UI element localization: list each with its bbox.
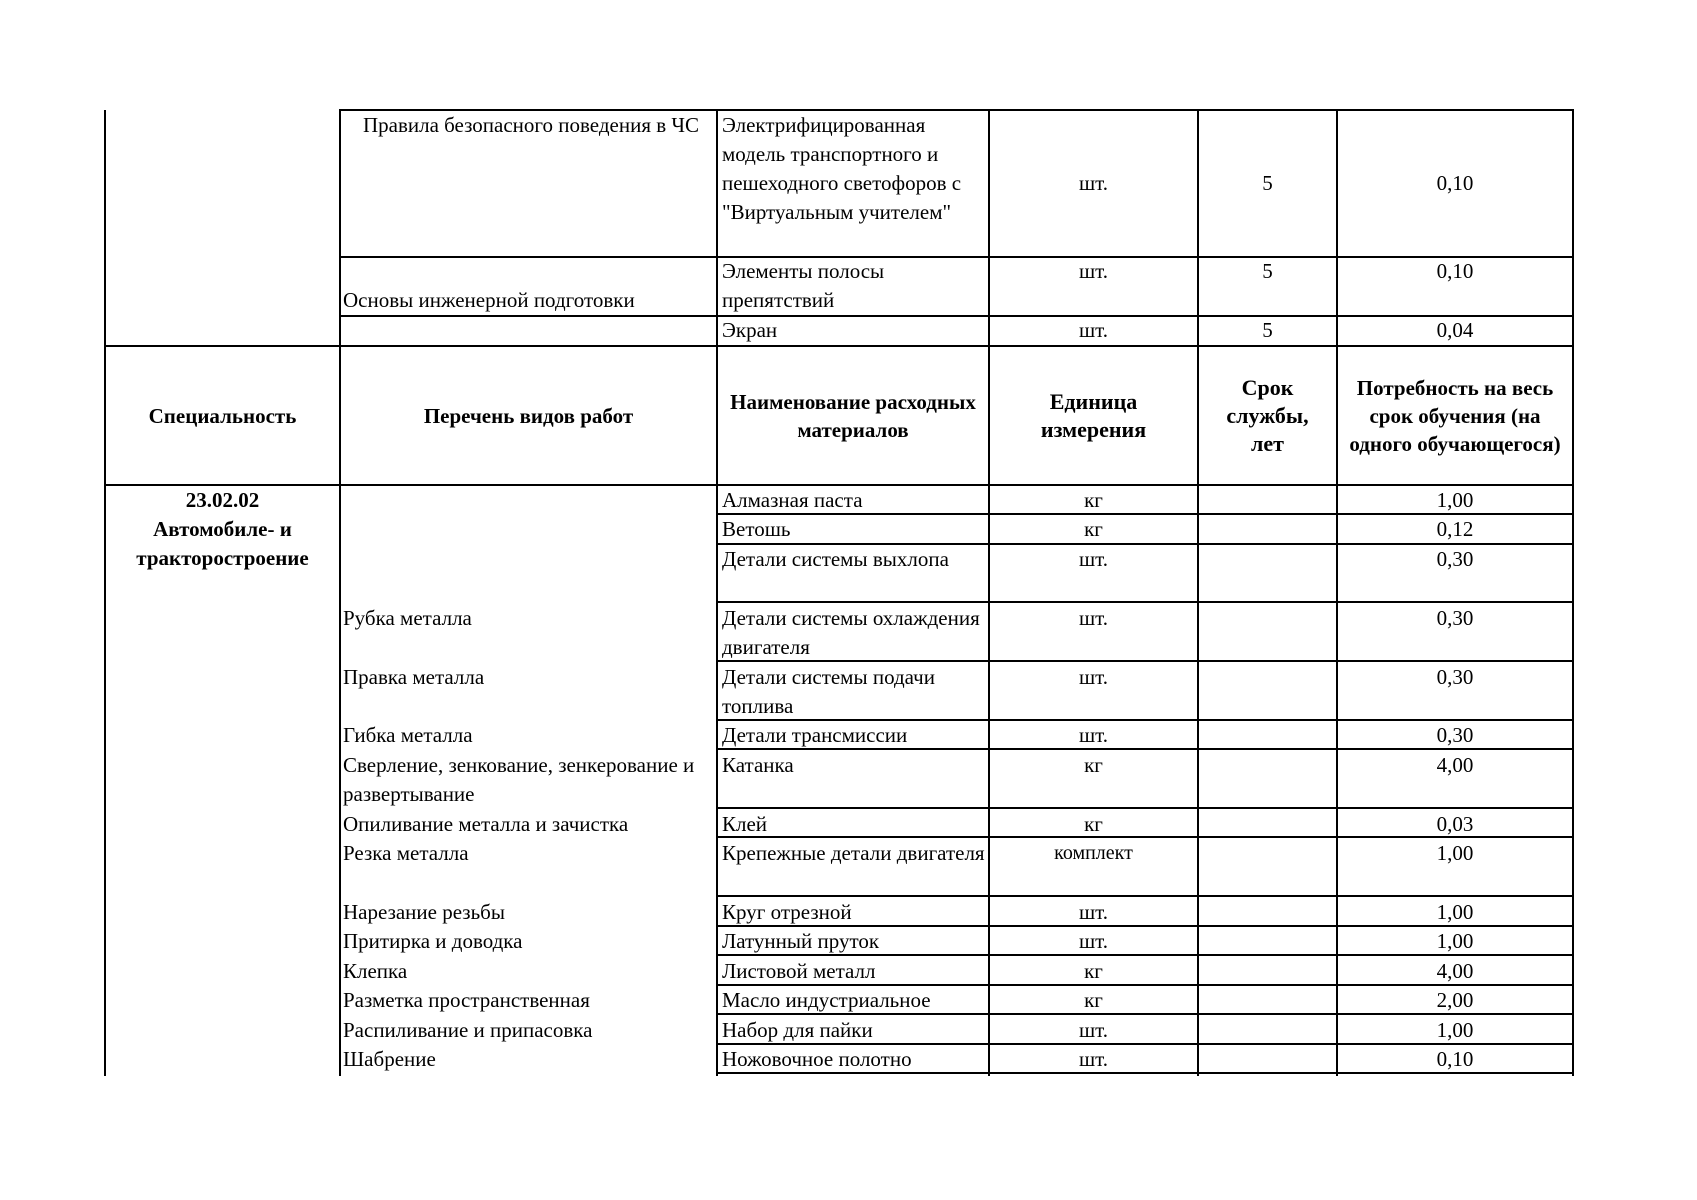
unit-cell: шт. [1078, 1047, 1109, 1071]
need-cell: 1,00 [1436, 488, 1474, 512]
need-cell: 4,00 [1436, 753, 1474, 777]
list-item: Правка металла [343, 665, 485, 689]
unit-cell: шт. [1078, 547, 1109, 571]
need-cell: 0,03 [1436, 812, 1474, 836]
unit-cell: кг [1084, 959, 1103, 983]
list-item: Гибка металла [343, 723, 473, 747]
need-cell: 2,00 [1436, 988, 1474, 1012]
unit-cell: кг [1084, 517, 1103, 541]
material-cell: Латунный пруток [722, 929, 880, 953]
material-cell: Крепежные детали двигателя [722, 841, 985, 865]
need-cell: 4,00 [1436, 959, 1474, 983]
header-life: Срок службы, лет [1226, 374, 1309, 456]
header-need: Потребность на весь срок обучения (на одного обучающегося) [1349, 375, 1561, 456]
material-cell: Элементы полосы препятствий [722, 259, 885, 312]
need-cell: 0,12 [1436, 517, 1474, 541]
material-cell: Листовой металл [722, 959, 876, 983]
header-material: Наименование расходных материалов [730, 389, 976, 442]
list-item: Распиливание и припасовка [343, 1018, 593, 1042]
unit-cell: шт. [1078, 1018, 1109, 1042]
unit-cell: шт. [1078, 318, 1109, 342]
header-works: Перечень видов работ [423, 403, 634, 428]
need-cell: 0,10 [1436, 171, 1474, 195]
material-cell: Катанка [722, 753, 794, 777]
unit-cell: кг [1084, 488, 1103, 512]
list-item: Клепка [343, 959, 408, 983]
list-item: Рубка металла [343, 606, 472, 630]
unit-cell: шт. [1078, 665, 1109, 689]
need-cell: 0,30 [1436, 665, 1474, 689]
need-cell: 0,10 [1436, 259, 1474, 283]
unit-cell: шт. [1078, 929, 1109, 953]
material-cell: Ветошь [722, 517, 791, 541]
list-item: Нарезание резьбы [343, 900, 505, 924]
unit-cell: кг [1084, 812, 1103, 836]
unit-cell: кг [1084, 988, 1103, 1012]
list-item: Шабрение [343, 1047, 436, 1071]
need-cell: 1,00 [1436, 929, 1474, 953]
need-cell: 0,30 [1436, 606, 1474, 630]
header-specialty: Специальность [148, 403, 297, 428]
specialty-name: Автомобиле- и тракторостроение [136, 517, 309, 570]
need-cell: 1,00 [1436, 900, 1474, 924]
unit-cell: шт. [1078, 259, 1109, 283]
header-unit: Единица измерения [1040, 388, 1147, 442]
unit-cell: шт. [1078, 606, 1109, 630]
specialty-code: 23.02.02 [185, 488, 260, 512]
unit-cell: шт. [1078, 171, 1109, 195]
list-item: Опиливание металла и зачистка [343, 812, 629, 836]
work-cell: Основы инженерной подготовки [343, 288, 635, 312]
material-cell: Набор для пайки [722, 1018, 873, 1042]
need-cell: 0,10 [1436, 1047, 1474, 1071]
unit-cell: шт. [1078, 900, 1109, 924]
material-cell: Круг отрезной [722, 900, 852, 924]
need-cell: 1,00 [1436, 841, 1474, 865]
unit-cell: шт. [1078, 723, 1109, 747]
list-item: Притирка и доводка [343, 929, 523, 953]
list-item: Разметка пространственная [343, 988, 590, 1012]
material-cell: Электрифицированная модель транспортного и пешеходного светофоров с "Виртуальным учителем" [722, 113, 962, 224]
need-cell: 0,30 [1436, 547, 1474, 571]
need-cell: 0,30 [1436, 723, 1474, 747]
material-cell: Клей [722, 812, 768, 836]
material-cell: Экран [722, 318, 778, 342]
life-cell: 5 [1262, 259, 1273, 283]
material-cell: Детали системы подачи топлива [722, 665, 935, 718]
life-cell: 5 [1262, 171, 1273, 195]
list-item: Сверление, зенкование, зенкерование и развертывание [343, 753, 695, 806]
material-cell: Алмазная паста [722, 488, 863, 512]
list-item: Резка металла [343, 841, 469, 865]
material-cell: Ножовочное полотно [722, 1047, 912, 1071]
life-cell: 5 [1262, 318, 1273, 342]
work-cell: Правила безопасного поведения в ЧС [362, 113, 700, 137]
material-cell: Детали системы охлаждения двигателя [722, 606, 980, 659]
material-cell: Детали системы выхлопа [722, 547, 949, 571]
unit-cell: кг [1084, 753, 1103, 777]
need-cell: 1,00 [1436, 1018, 1474, 1042]
need-cell: 0,04 [1436, 318, 1474, 342]
material-cell: Детали трансмиссии [722, 723, 908, 747]
unit-cell: комплект [1054, 842, 1133, 864]
material-cell: Масло индустриальное [722, 988, 931, 1012]
